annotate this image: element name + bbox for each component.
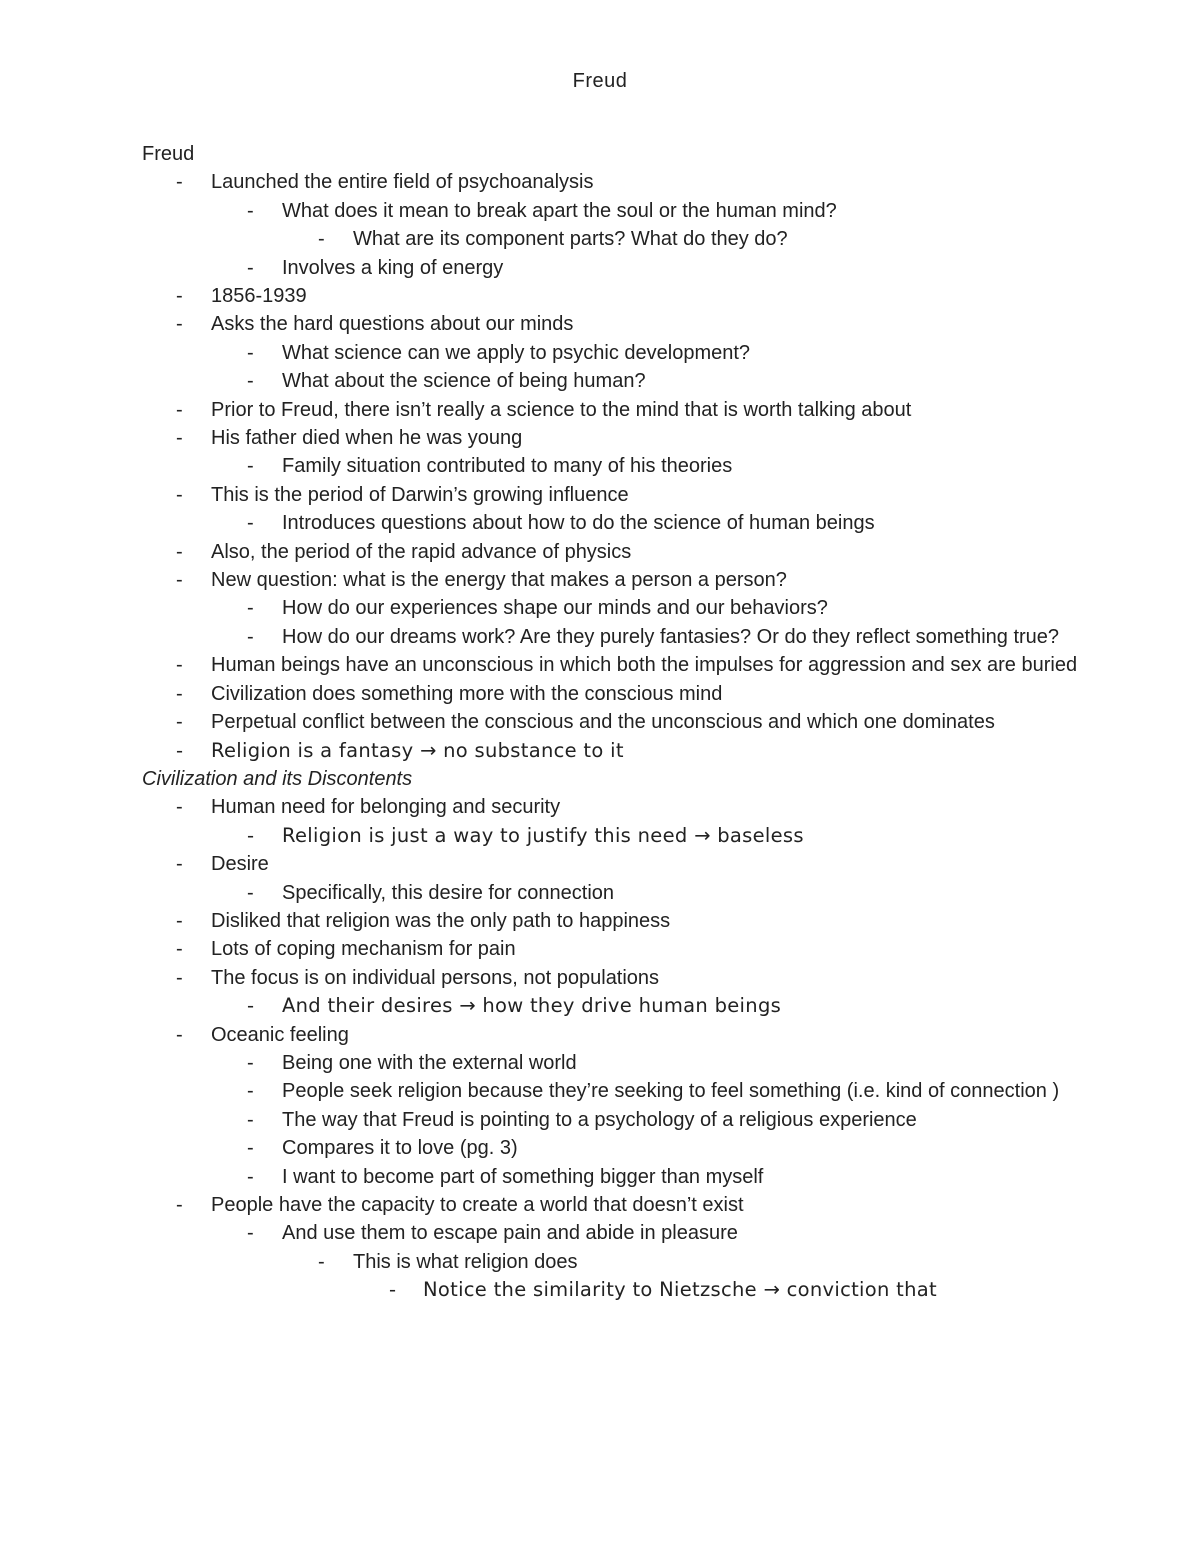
dash-bullet: - bbox=[176, 853, 183, 876]
dash-bullet: - bbox=[176, 738, 184, 762]
outline-item bbox=[142, 310, 1102, 338]
dash-bullet: - bbox=[176, 540, 183, 563]
outline-item-text: Human beings have an unconscious in which both the impulses for aggression and sex are buried bbox=[211, 654, 1078, 677]
dash-bullet: - bbox=[176, 483, 183, 506]
outline-item bbox=[142, 651, 1102, 679]
outline-item bbox=[142, 708, 1102, 736]
dash-bullet: - bbox=[176, 682, 183, 705]
page-title: Freud bbox=[572, 70, 628, 92]
dash-bullet: - bbox=[176, 171, 183, 194]
outline-item bbox=[142, 992, 1102, 1020]
dash-bullet: - bbox=[389, 1278, 397, 1302]
outline-item-text: And use them to escape pain and abide in pleasure bbox=[282, 1222, 738, 1245]
outline-item bbox=[142, 1021, 1102, 1049]
outline-item-text: Introduces questions about how to do the science of human beings bbox=[282, 512, 875, 535]
outline-item-text: Prior to Freud, there isn’t really a science to the mind that is worth talking about bbox=[211, 398, 912, 421]
outline-item bbox=[142, 1248, 1102, 1276]
dash-bullet: - bbox=[176, 909, 183, 932]
dash-bullet: - bbox=[247, 256, 254, 279]
outline-item bbox=[142, 737, 1102, 765]
outline-item bbox=[142, 850, 1102, 878]
outline-item bbox=[142, 424, 1102, 452]
dash-bullet: - bbox=[247, 1108, 254, 1131]
outline-item bbox=[142, 1049, 1102, 1077]
dash-bullet: - bbox=[176, 427, 183, 450]
dash-bullet: - bbox=[176, 569, 183, 592]
outline-item-text: I want to become part of something bigger than myself bbox=[282, 1165, 764, 1188]
outline-item bbox=[142, 680, 1102, 708]
outline-item bbox=[142, 197, 1102, 225]
outline-item bbox=[142, 168, 1102, 196]
outline-item bbox=[142, 339, 1102, 367]
outline-item bbox=[142, 623, 1102, 651]
outline-item bbox=[142, 1276, 1102, 1304]
outline-item-text: People seek religion because they’re seeking to feel something (i.e. kind of connection ) bbox=[282, 1080, 1060, 1103]
outline-item bbox=[142, 1106, 1102, 1134]
outline-item bbox=[142, 879, 1102, 907]
outline-item bbox=[142, 964, 1102, 992]
outline-item bbox=[142, 822, 1102, 850]
outline-item-text: People have the capacity to create a world that doesn’t exist bbox=[211, 1194, 744, 1216]
outline-item bbox=[142, 1163, 1102, 1191]
outline-item-text: This is what religion does bbox=[353, 1250, 578, 1273]
outline-item bbox=[142, 1134, 1102, 1162]
section-heading: Freud bbox=[142, 143, 195, 165]
outline-item-text: And their desires → how they drive human beings bbox=[282, 994, 782, 1018]
outline-item-text: 1856-1939 bbox=[211, 285, 307, 308]
outline-item-text: The focus is on individual persons, not populations bbox=[211, 966, 660, 989]
outline-item bbox=[142, 225, 1102, 253]
outline-item-text: Lots of coping mechanism for pain bbox=[211, 938, 516, 961]
dash-bullet: - bbox=[176, 938, 183, 961]
outline-item-text: How do our dreams work? Are they purely fantasies? Or do they reflect something true? bbox=[282, 625, 1060, 648]
dash-bullet: - bbox=[247, 199, 254, 222]
dash-bullet: - bbox=[247, 994, 255, 1018]
outline-item-text: Disliked that religion was the only path to happiness bbox=[211, 909, 671, 932]
outline-item bbox=[142, 481, 1102, 509]
outline-item bbox=[142, 282, 1102, 310]
outline-item-text: Also, the period of the rapid advance of physics bbox=[211, 540, 632, 563]
outline-item bbox=[142, 509, 1102, 537]
outline-item-text: Oceanic feeling bbox=[211, 1023, 349, 1046]
dash-bullet: - bbox=[176, 313, 183, 336]
outline-item-text: Perpetual conflict between the conscious and the unconscious and which one dominates bbox=[211, 711, 995, 734]
dash-bullet: - bbox=[247, 1051, 254, 1074]
outline-item-text: Family situation contributed to many of his theories bbox=[282, 455, 733, 478]
outline-item-text: Compares it to love (pg. 3) bbox=[282, 1137, 518, 1160]
dash-bullet: - bbox=[247, 512, 254, 535]
outline-item bbox=[142, 935, 1102, 963]
outline-item-text: Notice the similarity to Nietzsche → conviction that bbox=[423, 1278, 937, 1302]
dash-bullet: - bbox=[247, 1137, 254, 1160]
dash-bullet: - bbox=[247, 597, 254, 620]
notes-body bbox=[142, 140, 1102, 1305]
dash-bullet: - bbox=[176, 1194, 183, 1216]
section-heading: Civilization and its Discontents bbox=[142, 767, 413, 790]
outline-item-text: What does it mean to break apart the soul or the human mind? bbox=[282, 199, 837, 222]
dash-bullet: - bbox=[247, 455, 254, 478]
dash-bullet: - bbox=[247, 1222, 254, 1245]
outline-item bbox=[142, 566, 1102, 594]
outline-item-text: Human need for belonging and security bbox=[211, 796, 561, 819]
outline-item bbox=[142, 254, 1102, 282]
dash-bullet: - bbox=[176, 966, 183, 989]
dash-bullet: - bbox=[247, 823, 255, 847]
outline-item bbox=[142, 1077, 1102, 1105]
dash-bullet: - bbox=[247, 1080, 254, 1103]
dash-bullet: - bbox=[176, 796, 183, 819]
outline-item-text: Asks the hard questions about our minds bbox=[211, 313, 574, 336]
outline-item-text: How do our experiences shape our minds and our behaviors? bbox=[282, 597, 828, 620]
outline-item-text: Religion is just a way to justify this need → baseless bbox=[282, 823, 804, 847]
outline-item-text: Specifically, this desire for connection bbox=[282, 881, 615, 904]
dash-bullet: - bbox=[176, 654, 183, 677]
dash-bullet: - bbox=[247, 341, 254, 364]
outline-item-text: New question: what is the energy that makes a person a person? bbox=[211, 569, 787, 592]
outline-item-text: This is the period of Darwin’s growing influence bbox=[211, 483, 629, 506]
outline-item-text: Involves a king of energy bbox=[282, 256, 504, 279]
outline-item-text: Being one with the external world bbox=[282, 1051, 577, 1074]
dash-bullet: - bbox=[247, 370, 254, 393]
outline-item-text: The way that Freud is pointing to a psychology of a religious experience bbox=[282, 1108, 917, 1131]
outline-item-text: Civilization does something more with the conscious mind bbox=[211, 682, 723, 705]
outline-item bbox=[142, 594, 1102, 622]
outline-item-text: What are its component parts? What do they do? bbox=[353, 228, 788, 251]
outline-item-text: Launched the entire field of psychoanalysis bbox=[211, 171, 594, 194]
outline-item bbox=[142, 1191, 1102, 1219]
outline-item bbox=[142, 538, 1102, 566]
dash-bullet: - bbox=[176, 711, 183, 734]
dash-bullet: - bbox=[176, 1023, 183, 1046]
outline-item bbox=[142, 1219, 1102, 1247]
outline-item bbox=[142, 452, 1102, 480]
outline-item-text: What about the science of being human? bbox=[282, 370, 646, 393]
outline-item bbox=[142, 396, 1102, 424]
dash-bullet: - bbox=[176, 398, 183, 421]
outline-item-text: Desire bbox=[211, 853, 269, 876]
outline-item bbox=[142, 793, 1102, 821]
dash-bullet: - bbox=[318, 228, 325, 251]
outline-item bbox=[142, 907, 1102, 935]
outline-item bbox=[142, 367, 1102, 395]
outline-item-text: What science can we apply to psychic development? bbox=[282, 341, 751, 364]
dash-bullet: - bbox=[247, 881, 254, 904]
outline-item-text: Religion is a fantasy → no substance to it bbox=[211, 738, 624, 762]
dash-bullet: - bbox=[247, 1165, 254, 1188]
dash-bullet: - bbox=[247, 625, 254, 648]
outline-item-text: His father died when he was young bbox=[211, 427, 523, 450]
dash-bullet: - bbox=[318, 1250, 325, 1273]
dash-bullet: - bbox=[176, 285, 183, 308]
